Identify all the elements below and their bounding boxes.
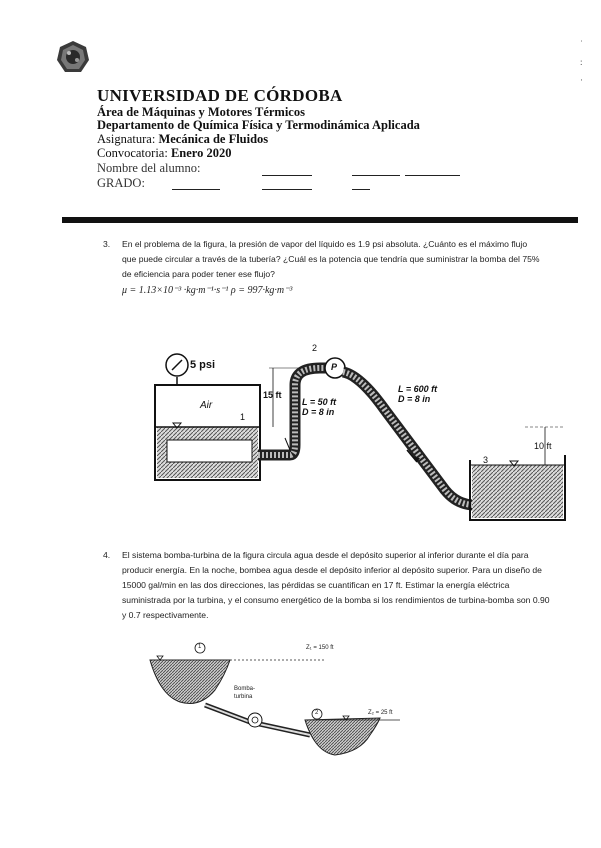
- convocatoria-line: [97, 147, 232, 160]
- grado-label: GRADO:: [97, 176, 145, 190]
- device-label-line1: Bomba-: [234, 686, 256, 692]
- subject-line: [97, 133, 268, 146]
- point-1-label: 1: [240, 412, 246, 422]
- department-name: Departamento de Química Física y Termodinámica Aplicada: [97, 118, 420, 132]
- problem3-number: 3.: [103, 239, 111, 249]
- point-2-label: 2: [312, 343, 318, 353]
- z1-label: Z₁ = 150 ft: [306, 645, 334, 651]
- pipe1-length-label: L = 50 ft: [302, 397, 337, 407]
- problem4-statement: El sistema bomba-turbina de la figura circula agua desde el depósito superior al inferior durante el día para producir energía. En la noche, bombea agua desde el depósito inferior al depósito superior. Para un diseño de 15000 gal/min en las dos direcciones, las pérdidas se cuantifican en 17 ft. Estimar la energía eléctrica suministrada por la turbina, y el consumo energético de la bomba si los rendimientos de turbina-bomba son 0.90 y 0.7 respectivamente.: [122, 550, 550, 620]
- problem4-number: 4.: [103, 550, 111, 560]
- gauge-label: 5 psi: [190, 359, 216, 371]
- grado-blank-1[interactable]: [172, 189, 220, 190]
- pipe2-diameter-label: D = 8 in: [398, 394, 431, 404]
- problem3-statement: En el problema de la figura, la presión de vapor del líquido es 1.9 psi absoluta. ¿Cuánto es el máximo flujo que puede circular a través de la tubería? ¿Cuál es la potencia que tendría que suministrar la bomba del 75% de eficiencia para poder tener ese flujo?: [122, 239, 540, 279]
- height-right-label: 10 ft: [534, 441, 552, 451]
- air-label: Air: [200, 400, 213, 411]
- z2-label: Z₂ = 25 ft: [368, 710, 393, 716]
- university-crest-logo: [56, 40, 90, 74]
- reservoir-2-label: 2: [315, 710, 319, 716]
- point-3-label: 3: [483, 455, 489, 465]
- student-name-label: Nombre del alumno:: [97, 161, 201, 175]
- grado-blank-2[interactable]: [262, 189, 312, 190]
- problem4-figure: [145, 640, 405, 760]
- pipe1-diameter-label: D = 8 in: [302, 407, 335, 417]
- name-blank-1[interactable]: [262, 175, 312, 176]
- subject-label: Asignatura:: [97, 132, 156, 146]
- pump-label: P: [331, 362, 338, 372]
- reservoir-1-label: 1: [198, 644, 202, 650]
- margin-marks: ˙ : ·: [580, 39, 583, 85]
- name-blank-2[interactable]: [352, 175, 400, 176]
- problem3-properties: μ = 1.13×10⁻³ ·kg·m⁻¹·s⁻¹ ρ = 997·kg·m⁻³: [122, 285, 293, 296]
- grado-blank-3[interactable]: [352, 189, 370, 190]
- convocatoria-value: Enero 2020: [170, 146, 232, 160]
- university-name: UNIVERSIDAD DE CÓRDOBA: [97, 86, 343, 105]
- pipe2-length-label: L = 600 ft: [398, 384, 438, 394]
- name-blank-3[interactable]: [405, 175, 460, 176]
- device-label-line2: turbina: [234, 694, 253, 700]
- header-divider: [62, 217, 578, 223]
- area-name: Área de Máquinas y Motores Térmicos: [97, 105, 305, 119]
- subject-value: Mecánica de Fluidos: [158, 132, 269, 146]
- height-left-label: 15 ft: [263, 390, 282, 400]
- convocatoria-label: Convocatoria:: [97, 146, 168, 160]
